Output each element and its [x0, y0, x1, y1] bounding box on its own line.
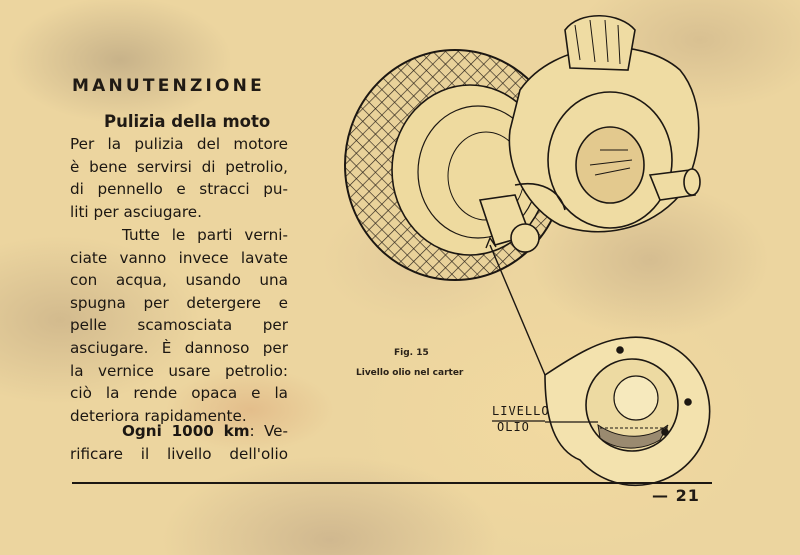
figure-label-level: LIVELLO [492, 404, 550, 418]
text-line: la vernice usare petrolio: [70, 361, 288, 380]
text-line: è bene servirsi di petrolio, [70, 157, 288, 176]
page-number: — 21 [652, 486, 700, 505]
text-line: spugna per detergere e [70, 293, 288, 312]
mileage-emphasis: Ogni 1000 km [122, 422, 250, 440]
text-line: di pennello e stracci pu- [70, 180, 288, 199]
page-title: MANUTENZIONE [72, 76, 265, 96]
text-line: ciò la rende opaca e la [70, 384, 288, 403]
figure-number: Fig. 15 [394, 348, 429, 358]
engine-drawing [480, 16, 700, 252]
text-line: rificare il livello dell'olio [70, 444, 288, 463]
text-line: asciugare. È dannoso per [70, 338, 288, 357]
text-line: pelle scamosciata per [70, 316, 288, 335]
figure-caption: Livello olio nel carter [356, 368, 464, 378]
text-line: deteriora rapidamente. [70, 406, 247, 425]
figure-label-oil: OLIO [497, 420, 530, 434]
section-heading: Pulizia della moto [104, 112, 271, 131]
text-line: con acqua, usando una [70, 271, 288, 290]
text-fragment: : Ve- [249, 422, 288, 440]
footer-rule [72, 482, 712, 484]
text-line: ciate vanno invece lavate [70, 248, 288, 267]
text-line: Tutte le parti verni- [122, 226, 288, 244]
text-line: liti per asciugare. [70, 202, 202, 221]
text-line: Per la pulizia del motore [70, 135, 288, 153]
